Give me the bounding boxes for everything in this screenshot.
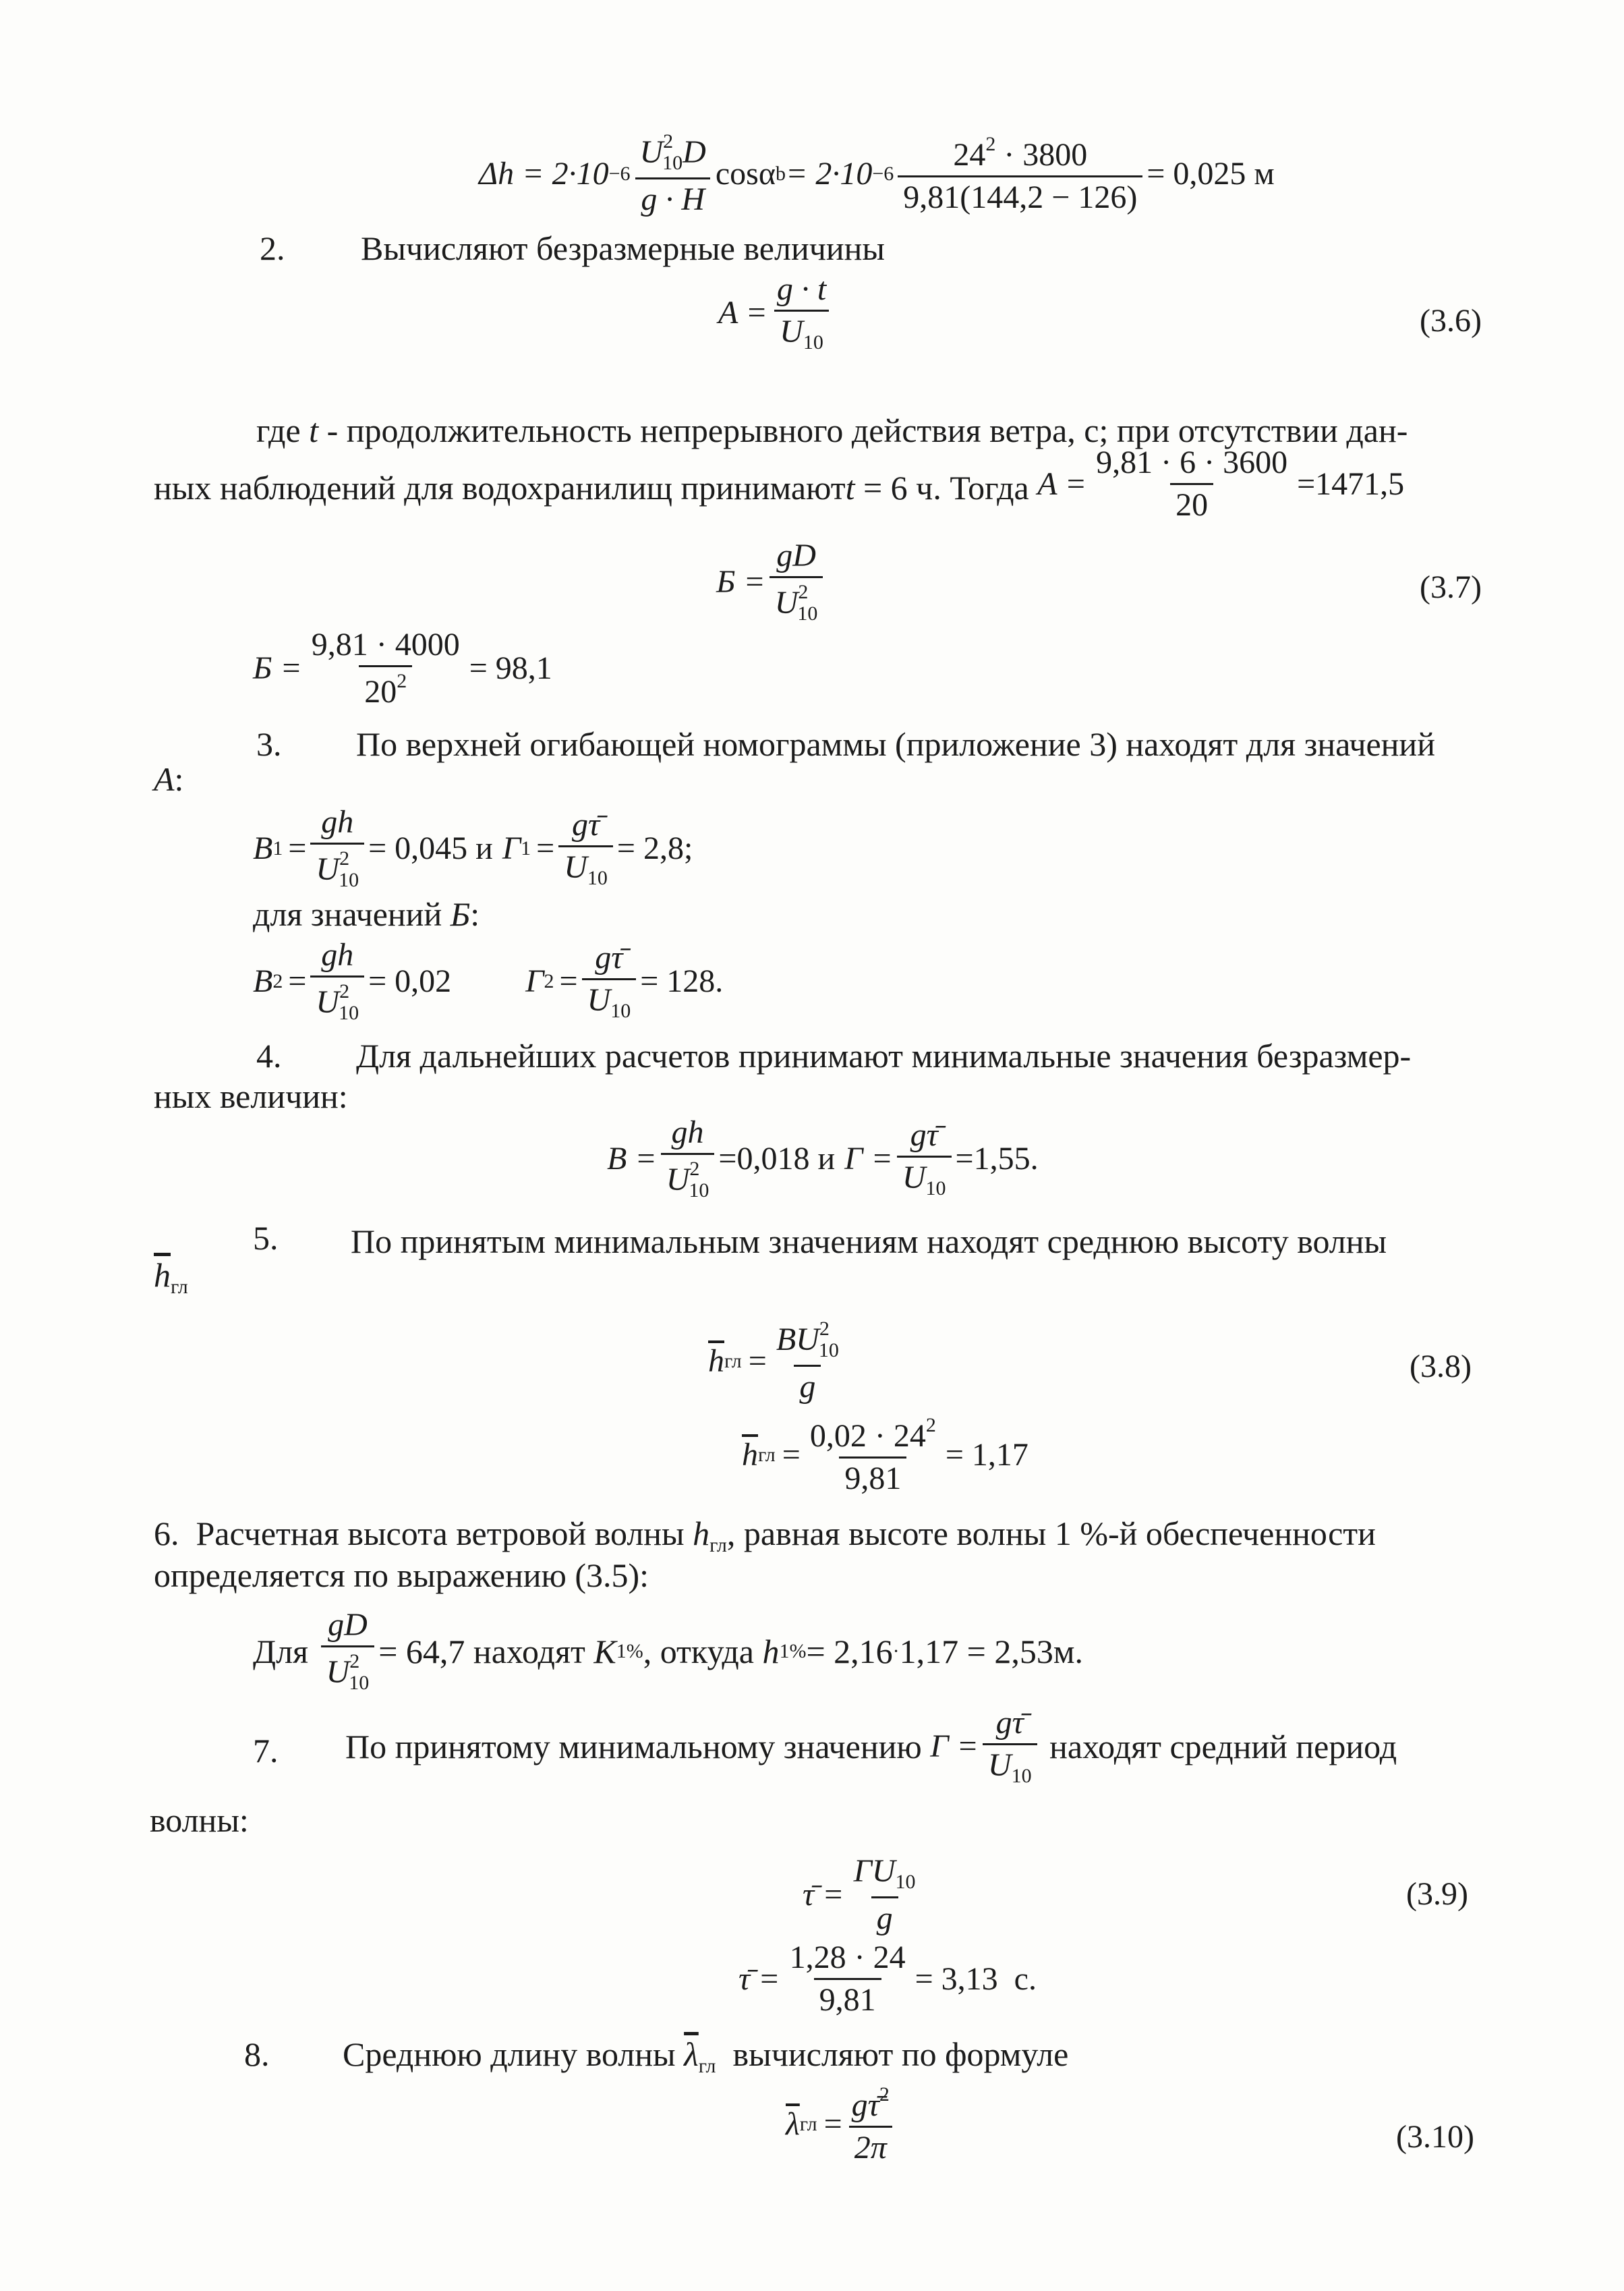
formula-text: U bbox=[639, 134, 664, 170]
item-number: 3. bbox=[256, 725, 282, 763]
formula-text: 10 bbox=[587, 866, 608, 889]
formula-tau-value bbox=[738, 1942, 1037, 2016]
paragraph-text: = 6 ч. Тогда bbox=[854, 468, 1038, 507]
fraction bbox=[898, 134, 1142, 214]
fraction bbox=[772, 273, 832, 353]
formula-text: U bbox=[587, 982, 611, 1018]
formula-text: = 128. bbox=[640, 963, 724, 999]
formula-text: A = bbox=[1037, 465, 1087, 502]
formula-lambda bbox=[786, 2085, 899, 2164]
paragraph-text: 1% bbox=[779, 1639, 807, 1662]
formula-h bbox=[708, 1319, 848, 1403]
formula-text: g · t bbox=[776, 271, 827, 307]
fraction bbox=[661, 1116, 715, 1201]
formula-text: Γ = bbox=[844, 1140, 893, 1177]
paragraph-text: h bbox=[762, 1632, 780, 1670]
formula-text: Γ bbox=[525, 963, 544, 999]
formula-text: B bbox=[253, 963, 273, 999]
fraction bbox=[770, 540, 823, 624]
formula-h-value bbox=[742, 1415, 1028, 1495]
fraction bbox=[321, 1609, 375, 1693]
formula-text: U bbox=[987, 1747, 1012, 1783]
formula-text: 9,81(144,2 − 126) bbox=[898, 175, 1142, 214]
formula-text: = bbox=[288, 830, 307, 866]
paragraph-text: ных наблюдений для водохранилищ принимают bbox=[154, 468, 846, 507]
fraction bbox=[310, 806, 364, 890]
formula-text: $\overline{h}$ bbox=[742, 1437, 758, 1473]
formula-text: D bbox=[683, 134, 706, 170]
formula-text: B = bbox=[607, 1140, 657, 1177]
fraction bbox=[771, 1319, 844, 1403]
fraction bbox=[848, 1855, 921, 1935]
equation-number: (3.6) bbox=[1420, 303, 1482, 339]
paragraph-text: : bbox=[470, 895, 480, 933]
formula-text: U bbox=[774, 585, 799, 621]
formula-text: $\overline{h}$ bbox=[708, 1342, 724, 1379]
formula-text: 9,81 bbox=[839, 1456, 906, 1495]
paragraph-text: волны: bbox=[150, 1801, 249, 1839]
formula-text: = 2,8; bbox=[616, 830, 693, 866]
fraction bbox=[1091, 447, 1293, 521]
formula-text: 10 bbox=[895, 1871, 916, 1893]
formula-text: gD bbox=[328, 1607, 368, 1643]
paragraph-text: 6. Расчетная высота ветровой волны bbox=[154, 1515, 693, 1552]
formula-text: =1,55. bbox=[955, 1140, 1039, 1177]
formula-text: 2 bbox=[985, 132, 996, 155]
formula-text: BU bbox=[776, 1322, 819, 1357]
formula-text: =1471,5 bbox=[1297, 465, 1405, 502]
formula-text: 2 bbox=[798, 581, 809, 603]
paragraph-text: где bbox=[256, 412, 310, 449]
formula-text: 10 bbox=[803, 331, 823, 353]
paragraph-text: гл bbox=[698, 2055, 716, 2077]
equation-number: (3.9) bbox=[1406, 1876, 1468, 1912]
formula-text: 10 bbox=[610, 999, 631, 1022]
formula-text: = 0,045 и bbox=[368, 830, 493, 866]
formula-text: τ̄ = bbox=[738, 1960, 780, 1997]
paragraph-text: гл bbox=[709, 1534, 727, 1556]
paragraph-text: находят средний период bbox=[1041, 1728, 1397, 1765]
formula-text: gτ̄ bbox=[851, 2087, 879, 2123]
paragraph-text: = 2,16 bbox=[806, 1632, 893, 1670]
paragraph-text: гл bbox=[171, 1276, 188, 1298]
formula-text: 2π bbox=[849, 2126, 892, 2164]
formula-text: U bbox=[564, 849, 587, 885]
formula-text: cosα bbox=[715, 155, 776, 192]
formula-text: Γ bbox=[502, 830, 521, 866]
formula-text: −6 bbox=[872, 162, 894, 185]
paragraph-text: A bbox=[154, 760, 175, 798]
formula-text: g · H bbox=[635, 177, 710, 216]
paragraph-text: , равная высоте волны 1 %-й обеспеченности bbox=[726, 1515, 1376, 1552]
item-number: 2. bbox=[260, 229, 285, 267]
paragraph-line bbox=[345, 1707, 1397, 1786]
paragraph-text: , откуда bbox=[643, 1632, 763, 1670]
paragraph-line bbox=[154, 445, 1405, 523]
formula-B bbox=[716, 540, 827, 624]
paragraph-text: Б bbox=[450, 895, 471, 933]
formula-text: гл bbox=[724, 1349, 742, 1372]
formula-text: 10 bbox=[689, 1179, 709, 1201]
paragraph-text: - продолжительность непрерывного действия ветра, с; при отсутствии дан- bbox=[318, 412, 1408, 449]
formula-text: gh bbox=[321, 937, 354, 973]
formula-text: 9,81 · 4000 bbox=[311, 627, 460, 662]
formula-text: Γ = bbox=[930, 1728, 979, 1764]
formula-text: = bbox=[559, 963, 578, 999]
formula-text: = bbox=[823, 2106, 842, 2142]
formula-text: gD bbox=[776, 538, 816, 573]
fraction bbox=[805, 1415, 941, 1495]
paragraph-text: ных величин: bbox=[154, 1077, 348, 1115]
formula-text: 0,02 · 24 bbox=[809, 1418, 926, 1454]
paragraph-text: определяется по выражению (3.5): bbox=[154, 1556, 649, 1594]
formula-text: = bbox=[782, 1437, 801, 1473]
formula-text: Б = bbox=[716, 563, 765, 600]
formula-text: = 2·10 bbox=[785, 155, 873, 192]
formula-text: 10 bbox=[797, 602, 818, 625]
formula-text: = bbox=[288, 963, 307, 999]
formula-text: 2 bbox=[879, 2083, 890, 2105]
formula-text: = 0,025 м bbox=[1147, 155, 1275, 192]
paragraph-text: Вычисляют безразмерные величины bbox=[361, 229, 885, 267]
paragraph-text: $\overline{h}$ bbox=[154, 1256, 171, 1294]
equation-number: (3.7) bbox=[1420, 569, 1482, 605]
formula-text: 10 bbox=[1011, 1765, 1032, 1787]
formula-text: 1 bbox=[272, 837, 283, 859]
formula-text: $\overline{\lambda}$ bbox=[786, 2106, 800, 2142]
formula-text: U bbox=[316, 851, 340, 887]
paragraph-text: По принятым минимальным значениям находят среднюю высоту волны bbox=[351, 1222, 1387, 1260]
formula-text: 1,28 · 24 bbox=[789, 1940, 906, 1975]
fraction bbox=[634, 132, 711, 216]
formula-text: 2 bbox=[544, 969, 554, 992]
item-number: 8. bbox=[244, 2035, 270, 2073]
formula-text: Δh = 2·10 bbox=[479, 155, 609, 192]
fraction bbox=[582, 939, 637, 1022]
paragraph-text: 1,17 = 2,53м. bbox=[899, 1632, 1083, 1670]
formula-text: 2 bbox=[819, 1318, 830, 1340]
fraction bbox=[310, 939, 364, 1023]
fraction bbox=[784, 1942, 911, 2016]
fraction bbox=[983, 1707, 1037, 1786]
equation-number: (3.8) bbox=[1410, 1349, 1472, 1384]
formula-text: 20 bbox=[1170, 483, 1213, 521]
formula-text: = 0,02 bbox=[368, 963, 452, 999]
paragraph-text: По верхней огибающей номограммы (приложение 3) находят для значений bbox=[356, 725, 1435, 763]
formula-text: ΓU bbox=[853, 1853, 896, 1889]
item-number: 7. bbox=[253, 1732, 279, 1770]
formula-B-value bbox=[253, 629, 552, 708]
formula-text: 2 bbox=[339, 980, 350, 1002]
formula-B2-G2 bbox=[253, 939, 723, 1023]
fraction bbox=[558, 806, 613, 889]
item-number: 4. bbox=[256, 1037, 282, 1075]
formula-text: 10 bbox=[925, 1177, 946, 1199]
formula-text: U bbox=[666, 1162, 690, 1197]
formula-A bbox=[718, 273, 836, 353]
formula-text: 9,81 · 6 · 3600 bbox=[1096, 445, 1288, 480]
formula-text: 9,81 bbox=[814, 1978, 881, 2016]
paragraph-text: Для дальнейших расчетов принимают минимальные значения безразмер- bbox=[356, 1037, 1412, 1075]
formula-text: A = bbox=[718, 295, 767, 331]
paragraph-text: : bbox=[174, 760, 184, 798]
formula-text: B bbox=[253, 830, 273, 866]
formula-min-values bbox=[607, 1116, 1039, 1201]
formula-text: 10 bbox=[818, 1339, 839, 1361]
formula-text: gτ̄ bbox=[910, 1116, 938, 1153]
item-number: 5. bbox=[253, 1219, 279, 1257]
formula-text: 2 bbox=[349, 1650, 360, 1672]
formula-text: 2 bbox=[397, 670, 407, 692]
formula-text: 2 bbox=[272, 969, 283, 992]
formula-text: 1 bbox=[521, 837, 531, 859]
formula-text: = 98,1 bbox=[469, 650, 552, 686]
formula-text: gh bbox=[671, 1114, 704, 1150]
paragraph-text: Для bbox=[253, 1632, 317, 1670]
paragraph-text: t bbox=[845, 468, 855, 507]
formula-text: 10 bbox=[339, 869, 359, 891]
formula-text: gh bbox=[321, 804, 354, 840]
formula-text: 2 bbox=[925, 1414, 936, 1436]
formula-tau bbox=[803, 1855, 925, 1935]
formula-text: = 3,13 с. bbox=[915, 1960, 1037, 1997]
formula-text: U bbox=[780, 314, 803, 349]
formula-delta-h bbox=[479, 132, 1275, 216]
formula-text: 2 bbox=[339, 847, 350, 870]
formula-text: = 1,17 bbox=[945, 1437, 1028, 1473]
formula-text: гл bbox=[799, 2113, 817, 2135]
paragraph-text: h bbox=[693, 1515, 710, 1552]
formula-text: gτ̄ bbox=[595, 939, 623, 975]
formula-B1-G1 bbox=[253, 806, 693, 890]
formula-text: = bbox=[536, 830, 555, 866]
formula-text: 2 bbox=[663, 130, 674, 152]
formula-text: гл bbox=[758, 1444, 776, 1466]
formula-text: b bbox=[775, 162, 786, 185]
formula-text: 10 bbox=[349, 1672, 370, 1694]
paragraph-text: для значений bbox=[253, 895, 451, 933]
fraction bbox=[846, 2085, 895, 2164]
fraction bbox=[897, 1116, 952, 1199]
fraction bbox=[306, 629, 465, 708]
paragraph-text: $\overline{\lambda}$ bbox=[684, 2035, 699, 2073]
formula-text: U bbox=[326, 1654, 350, 1690]
formula-text: U bbox=[316, 984, 340, 1020]
formula-text: g bbox=[794, 1365, 821, 1403]
formula-text: g bbox=[871, 1896, 898, 1935]
formula-text: = bbox=[748, 1342, 767, 1379]
formula-text: gτ̄ bbox=[995, 1705, 1024, 1741]
formula-text: · 3800 bbox=[995, 136, 1088, 173]
formula-text: 20 bbox=[364, 674, 397, 710]
formula-text: Б = bbox=[253, 650, 302, 686]
paragraph-text: По принятому минимальному значению bbox=[345, 1728, 931, 1765]
paragraph-text: вычисляют по формуле bbox=[716, 2035, 1069, 2073]
formula-text: 10 bbox=[339, 1002, 359, 1024]
paragraph-text: 1% bbox=[616, 1639, 643, 1662]
paragraph-text: = 64,7 находят bbox=[378, 1632, 594, 1670]
paragraph-text: · bbox=[892, 1639, 900, 1662]
paragraph-text: Среднюю длину волны bbox=[343, 2035, 685, 2073]
formula-text: U bbox=[902, 1159, 926, 1195]
paragraph-line bbox=[253, 1609, 1083, 1693]
formula-text: 24 bbox=[953, 136, 986, 173]
equation-number: (3.10) bbox=[1396, 2119, 1474, 2155]
formula-text: gτ̄ bbox=[571, 806, 600, 843]
paragraph-text: t bbox=[309, 412, 319, 449]
formula-text: τ̄ = bbox=[803, 1877, 844, 1913]
formula-text: 10 bbox=[662, 152, 683, 174]
formula-text: 2 bbox=[689, 1158, 700, 1180]
formula-text: −6 bbox=[608, 162, 631, 185]
paragraph-text: K bbox=[593, 1632, 616, 1670]
formula-text: =0,018 и bbox=[718, 1140, 836, 1177]
